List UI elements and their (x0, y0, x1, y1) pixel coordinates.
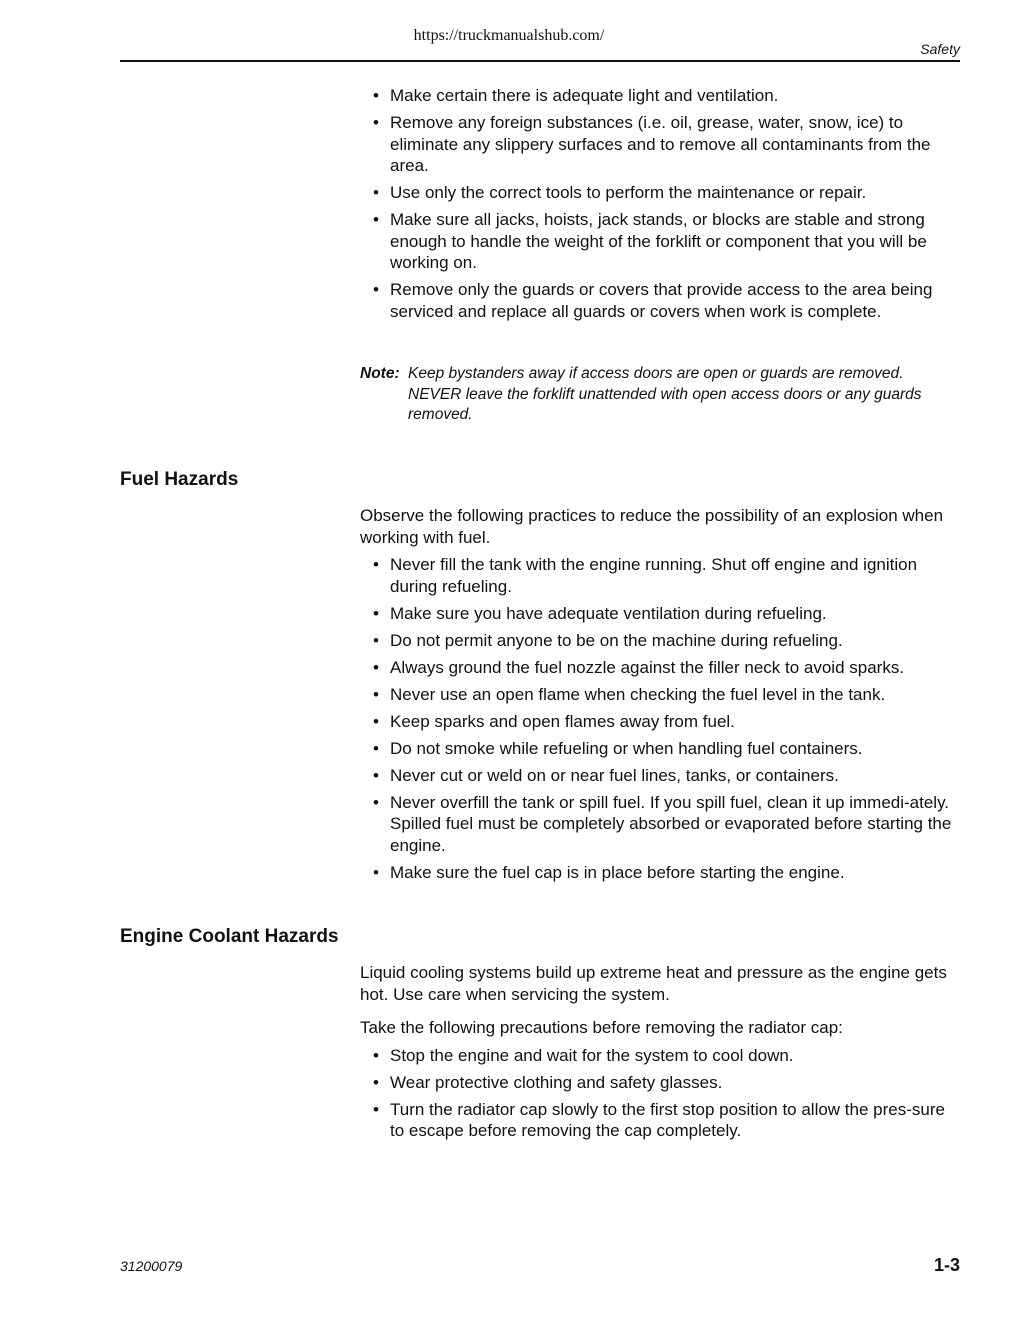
engine-coolant-hazards-heading: Engine Coolant Hazards (120, 926, 339, 947)
list-item: • Stop the engine and wait for the system to cool down. (360, 1045, 960, 1067)
list-item: • Make sure the fuel cap is in place before starting the engine. (360, 862, 960, 884)
note-text: Keep bystanders away if access doors are open or guards are removed. NEVER leave the forklift unattended with open access doors or any guards removed. (408, 365, 922, 423)
list-item: • Do not permit anyone to be on the machine during refueling. (360, 630, 960, 652)
list-item: • Never overfill the tank or spill fuel. If you spill fuel, clean it up immedi-ately. Spilled fuel must be completely absorbed or evaporated before starting the engine. (360, 792, 960, 857)
source-url: https://truckmanualshub.com/ (413, 27, 605, 44)
list-item: • Make sure all jacks, hoists, jack stands, or blocks are stable and strong enough to handle the weight of the forklift or component that you will be working on. (360, 209, 960, 274)
list-item: • Make certain there is adequate light and ventilation. (360, 85, 960, 107)
list-item: • Never cut or weld on or near fuel lines, tanks, or containers. (360, 765, 960, 787)
list-item: • Never use an open flame when checking the fuel level in the tank. (360, 684, 960, 706)
note-label: Note: (360, 365, 400, 382)
document-number: 31200079 (120, 1258, 183, 1274)
coolant-intro: Liquid cooling systems build up extreme heat and pressure as the engine gets hot. Use care when servicing the system. (360, 963, 947, 1004)
fuel-hazards-heading: Fuel Hazards (120, 469, 239, 490)
list-item: • Remove any foreign substances (i.e. oil, grease, water, snow, ice) to eliminate any slippery surfaces and to remove all contaminants from the area. (360, 112, 960, 177)
list-item: • Wear protective clothing and safety glasses. (360, 1072, 960, 1094)
page-number: 1-3 (933, 1255, 960, 1275)
list-item: • Turn the radiator cap slowly to the first stop position to allow the pres-sure to escape before removing the cap completely. (360, 1099, 960, 1142)
coolant-precautions-intro: Take the following precautions before removing the radiator cap: (360, 1018, 843, 1037)
list-item: • Do not smoke while refueling or when handling fuel containers. (360, 738, 960, 760)
fuel-intro: Observe the following practices to reduce the possibility of an explosion when working with fuel. (360, 506, 944, 547)
bullet-list (360, 554, 960, 883)
engine-coolant-section (360, 962, 960, 1147)
note-block (360, 364, 960, 426)
fuel-hazards-section (360, 505, 960, 889)
list-item: • Use only the correct tools to perform the maintenance or repair. (360, 182, 960, 204)
top-bullet-block (360, 85, 960, 328)
bullet-list (360, 1045, 960, 1142)
header-rule (120, 60, 960, 62)
list-item: • Remove only the guards or covers that provide access to the area being serviced and replace all guards or covers when work is complete. (360, 279, 960, 322)
list-item: • Always ground the fuel nozzle against the filler neck to avoid sparks. (360, 657, 960, 679)
bullet-list (360, 85, 960, 322)
running-header-section: Safety (920, 41, 960, 57)
list-item: • Keep sparks and open flames away from fuel. (360, 711, 960, 733)
list-item: • Never fill the tank with the engine running. Shut off engine and ignition during refueling. (360, 554, 960, 597)
list-item: • Make sure you have adequate ventilation during refueling. (360, 603, 960, 625)
